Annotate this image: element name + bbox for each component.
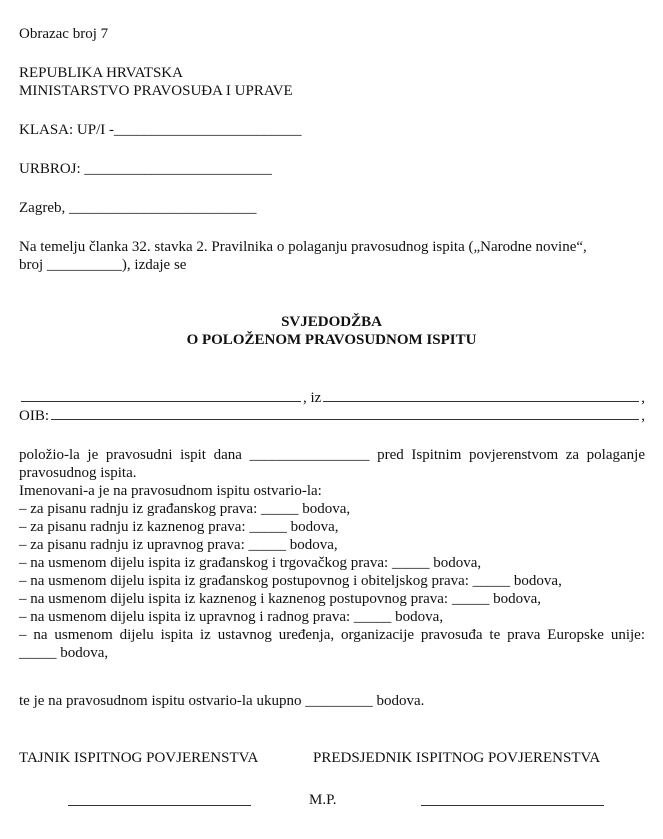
header-republic: REPUBLIKA HRVATSKA [19,65,183,81]
oib-blank [51,407,639,420]
list-item: – za pisanu radnju iz kaznenog prava: _____ bodova, [19,519,339,535]
oib-label: OIB: [19,408,49,424]
from-label: , iz [303,390,322,406]
passed-statement: položio-la je pravosudni ispit dana ________________ pred Ispitnim povjerenstvom za polaganje pravosudnog ispita. [19,447,645,481]
zagreb-date-field: Zagreb, _________________________ [19,200,257,216]
intro-line-1: Na temelju članka 32. stavka 2. Pravilnika o polaganju pravosudnog ispita („Narodne novine“, [19,239,587,255]
name-blank [21,389,301,402]
achieved-statement: Imenovani-a je na pravosudnom ispitu ostvario-la: [19,483,322,499]
secretary-title: TAJNIK ISPITNOG POVJERENSTVA [19,750,259,766]
oib-row-comma: , [641,408,645,424]
name-row-comma: , [641,390,645,406]
stamp-place: M.P. [309,792,337,808]
place-blank [323,389,639,402]
list-item: – na usmenom dijelu ispita iz građanskog postupovnog i obiteljskog prava: _____ bodova, [19,573,562,589]
president-signature-line [421,805,604,806]
list-item: – za pisanu radnju iz građanskog prava: _____ bodova, [19,501,351,517]
form-number: Obrazac broj 7 [19,26,109,42]
oib-row [19,407,645,425]
name-place-row [19,389,645,407]
list-item: – na usmenom dijelu ispita iz kaznenog i kaznenog postupovnog prava: _____ bodova, [19,591,541,607]
list-item: – na usmenom dijelu ispita iz ustavnog uređenja, organizacije pravosuđa te prava Europske unije: _____ bodova, [19,627,645,661]
urbroj-field: URBROJ: _________________________ [19,161,272,177]
secretary-signature-line [68,805,251,806]
document-subtitle: O POLOŽENOM PRAVOSUDNOM ISPITU [186,332,477,348]
document-title: SVJEDODŽBA [281,314,382,330]
intro-line-2: broj __________), izdaje se [19,257,187,273]
klasa-field: KLASA: UP/I -_________________________ [19,122,302,138]
list-item: – za pisanu radnju iz upravnog prava: _____ bodova, [19,537,338,553]
president-title: PREDSJEDNIK ISPITNOG POVJERENSTVA [313,750,601,766]
list-item: – na usmenom dijelu ispita iz građanskog i trgovačkog prava: _____ bodova, [19,555,482,571]
total-points-statement: te je na pravosudnom ispitu ostvario-la ukupno _________ bodova. [19,693,425,709]
list-item: – na usmenom dijelu ispita iz upravnog i radnog prava: _____ bodova, [19,609,444,625]
header-ministry: MINISTARSTVO PRAVOSUĐA I UPRAVE [19,83,293,99]
